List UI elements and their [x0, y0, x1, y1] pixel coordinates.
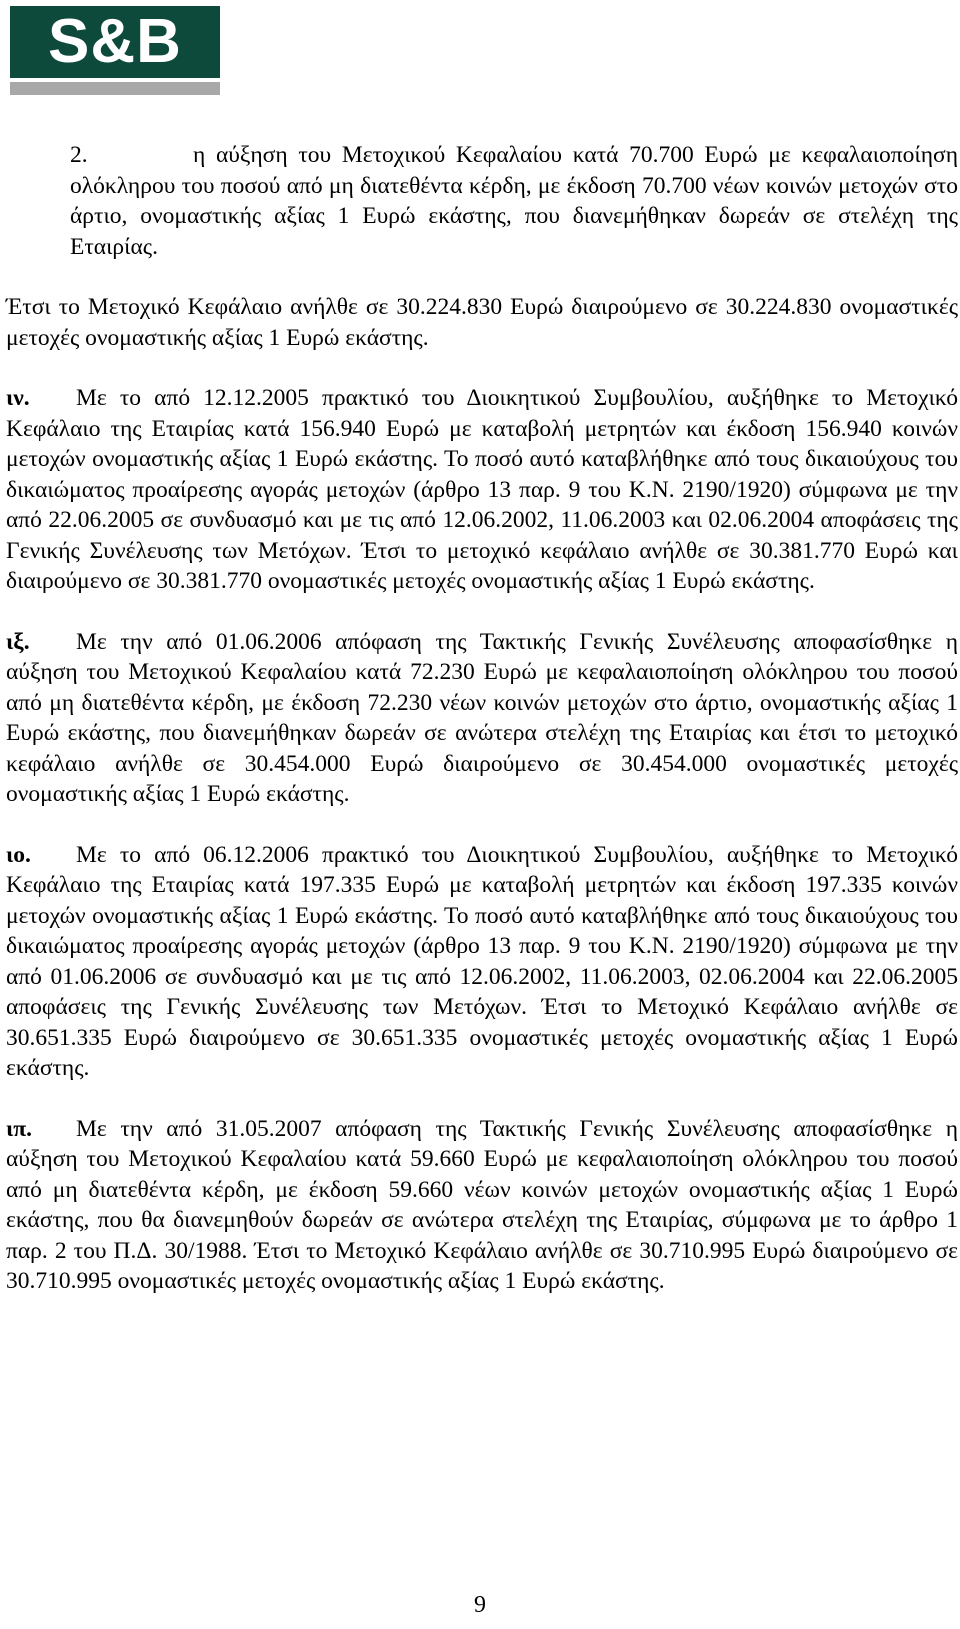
- page-number: 9: [474, 1592, 486, 1618]
- paragraph-iv: [6, 383, 958, 597]
- logo-text: S&B: [48, 7, 182, 76]
- document-body: [6, 140, 958, 1297]
- paragraph: [70, 140, 958, 262]
- logo-underline-bar: [10, 82, 220, 95]
- spacer: [6, 1084, 958, 1114]
- paragraph-text: η αύξηση του Μετοχικού Κεφαλαίου κατά 70.700 Ευρώ με κεφαλαιοποίηση ολόκληρου του ποσού από μη διατεθέντα κέρδη, με έκδοση 70.700 νέων κοινών μετοχών στο άρτιο, ονομαστικής αξίας 1 Ευρώ εκάστης, που διανεμήθηκαν δωρεάν σε στελέχη της Εταιρίας.: [70, 142, 958, 260]
- item-marker: ιπ.: [6, 1115, 33, 1142]
- paragraph-text: Έτσι το Μετοχικό Κεφάλαιο ανήλθε σε 30.224.830 Ευρώ διαιρούμενο σε 30.224.830 ονομαστικές μετοχές ονομαστικής αξίας 1 Ευρώ εκάστης.: [6, 294, 958, 351]
- spacer: [6, 597, 958, 627]
- paragraph-summary: [6, 292, 958, 353]
- paragraph-io: [6, 840, 958, 1084]
- item-2: [6, 140, 958, 262]
- paragraph-text: Με την από 31.05.2007 απόφαση της Τακτικής Γενικής Συνέλευσης αποφασίσθηκε η αύξηση του Μετοχικού Κεφαλαίου κατά 59.660 Ευρώ με κεφαλαιοποίηση ολόκληρου του ποσού από μη διατεθέντα κέρδη, με έκδοση 59.660 νέων κοινών μετοχών ονομαστικής αξίας 1 Ευρώ εκάστης, που θα διανεμηθούν δωρεάν σε ανώτερα στελέχη της Εταιρίας, σύμφωνα με το άρθρο 1 παρ. 2 του Π.Δ. 30/1988. Έτσι το Μετοχικό Κεφάλαιο ανήλθε σε 30.710.995 Ευρώ διαιρούμενο σε 30.710.995 ονομαστικές μετοχές ονομαστικής αξίας 1 Ευρώ εκάστης.: [6, 1115, 958, 1294]
- paragraph-ix: [6, 627, 958, 810]
- paragraph-text: Με την από 01.06.2006 απόφαση της Τακτικής Γενικής Συνέλευσης αποφασίσθηκε η αύξηση του Μετοχικού Κεφαλαίου κατά 72.230 Ευρώ με κεφαλαιοποίηση ολόκληρου του ποσού από μη διατεθέντα κέρδη, με έκδοση 72.230 νέων κοινών μετοχών στο άρτιο, ονομαστικής αξίας 1 Ευρώ εκάστης, που διανεμήθηκαν δωρεάν σε ανώτερα στελέχη της Εταιρίας και έτσι το μετοχικό κεφάλαιο ανήλθε σε 30.454.000 Ευρώ διαιρούμενο σε 30.454.000 ονομαστικές μετοχές ονομαστικής αξίας 1 Ευρώ εκάστης.: [6, 628, 958, 807]
- spacer: [6, 262, 958, 292]
- item-marker: ιξ.: [6, 628, 30, 655]
- item-marker: ιο.: [6, 841, 31, 868]
- spacer: [6, 810, 958, 840]
- paragraph-text: Με το από 12.12.2005 πρακτικό του Διοικητικού Συμβουλίου, αυξήθηκε το Μετοχικό Κεφάλαιο της Εταιρίας κατά 156.940 Ευρώ με καταβολή μετρητών και έκδοση 156.940 κοινών μετοχών ονομαστικής αξίας 1 Ευρώ εκάστης. Το ποσό αυτό καταβλήθηκε από τους δικαιούχους του δικαιώματος προαίρεσης αγοράς μετοχών (άρθρο 13 παρ. 9 του Κ.Ν. 2190/1920) σύμφωνα με την από 22.06.2005 σε συνδυασμό και με τις από 12.06.2002, 11.06.2003 και 02.06.2004 αποφάσεις της Γενικής Συνέλευσης των Μετόχων. Έτσι το μετοχικό κεφάλαιο ανήλθε σε 30.381.770 Ευρώ και διαιρούμενο σε 30.381.770 ονομαστικές μετοχές ονομαστικής αξίας 1 Ευρώ εκάστης.: [6, 385, 958, 594]
- item-marker: 2.: [70, 142, 88, 168]
- paragraph-text: Με το από 06.12.2006 πρακτικό του Διοικητικού Συμβουλίου, αυξήθηκε το Μετοχικό Κεφάλαιο της Εταιρίας κατά 197.335 Ευρώ με καταβολή μετρητών και έκδοση 197.335 κοινών μετοχών ονομαστικής αξίας 1 Ευρώ εκάστης. Το ποσό αυτό καταβλήθηκε από τους δικαιούχους του δικαιώματος προαίρεσης αγοράς μετοχών (άρθρο 13 παρ. 9 του Κ.Ν. 2190/1920) σύμφωνα με την από 01.06.2006 σε συνδυασμό και με τις από 12.06.2002, 11.06.2003, 02.06.2004 και 22.06.2005 αποφάσεις της Γενικής Συνέλευσης των Μετόχων. Έτσι το Μετοχικό Κεφάλαιο ανήλθε σε 30.651.335 Ευρώ διαιρούμενο σε 30.651.335 ονομαστικές μετοχές ονομαστικής αξίας 1 Ευρώ εκάστης.: [6, 841, 958, 1081]
- company-logo: [10, 6, 220, 100]
- item-marker: ιν.: [6, 385, 30, 411]
- spacer: [6, 353, 958, 383]
- paragraph-ip: [6, 1114, 958, 1297]
